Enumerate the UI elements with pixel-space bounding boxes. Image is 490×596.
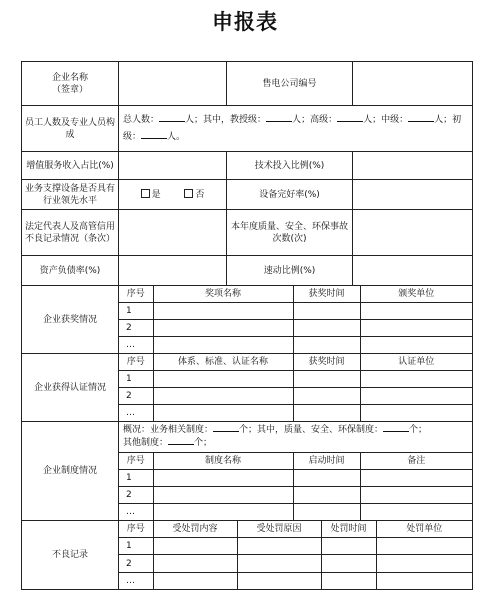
staff-structure-field[interactable]: 总人数： 人；其中，教授级： 人；高级： 人；中级： 人；初级： 人。 xyxy=(119,106,473,152)
no-checkbox[interactable]: 否 xyxy=(184,190,204,200)
quick-ratio-label: 速动比例(%) xyxy=(227,256,353,286)
certs-header-time: 获奖时间 xyxy=(293,354,360,371)
bad-records-label: 不良记录 xyxy=(22,521,119,590)
systems-header-time: 启动时间 xyxy=(293,453,360,470)
tech-investment-label: 技术投入比例(%) xyxy=(227,152,353,180)
awards-header-time: 获奖时间 xyxy=(293,286,360,303)
value-added-ratio-field[interactable] xyxy=(119,152,227,180)
awards-header-issuer: 颁奖单位 xyxy=(360,286,472,303)
table-row: 1 xyxy=(119,371,472,388)
awards-table xyxy=(119,286,472,353)
table-row: … xyxy=(119,572,472,589)
table-row: 1 xyxy=(119,303,472,320)
awards-label: 企业获奖情况 xyxy=(22,286,119,354)
certs-label: 企业获得认证情况 xyxy=(22,354,119,422)
equipment-leading-label: 业务支撑设备是否具有行业领先水平 xyxy=(22,180,119,210)
accident-count-field[interactable] xyxy=(353,210,473,256)
systems-header-no: 序号 xyxy=(119,453,153,470)
sales-company-no-field[interactable] xyxy=(353,62,473,106)
table-row: 2 xyxy=(119,487,472,504)
table-row: 1 xyxy=(119,470,472,487)
table-row: 2 xyxy=(119,555,472,572)
debt-ratio-field[interactable] xyxy=(119,256,227,286)
quick-ratio-field[interactable] xyxy=(353,256,473,286)
certs-header-issuer: 认证单位 xyxy=(360,354,472,371)
bad-header-no: 序号 xyxy=(119,521,153,538)
checkbox-icon xyxy=(141,189,150,198)
certs-header-no: 序号 xyxy=(119,354,153,371)
yes-checkbox[interactable]: 是 xyxy=(141,190,161,200)
company-name-label: 企业名称 （签章） xyxy=(22,62,119,106)
company-name-field[interactable] xyxy=(119,62,227,106)
equipment-intact-label: 设备完好率(%) xyxy=(227,180,353,210)
accident-count-label: 本年度质量、安全、环保事故次数(次) xyxy=(227,210,353,256)
bad-header-time: 处罚时间 xyxy=(321,521,376,538)
systems-label: 企业制度情况 xyxy=(22,422,119,521)
bad-header-unit: 处罚单位 xyxy=(376,521,472,538)
application-form xyxy=(21,61,473,590)
bad-header-content: 受处罚内容 xyxy=(153,521,237,538)
table-row: 1 xyxy=(119,538,472,555)
debt-ratio-label: 资产负债率(%) xyxy=(22,256,119,286)
page-title: 申报表 xyxy=(212,10,278,34)
tech-investment-field[interactable] xyxy=(353,152,473,180)
awards-header-no: 序号 xyxy=(119,286,153,303)
systems-header-remark: 备注 xyxy=(360,453,472,470)
equipment-leading-options xyxy=(119,180,227,210)
systems-table xyxy=(119,453,472,520)
table-row: … xyxy=(119,504,472,521)
certs-header-name: 体系、标准、认证名称 xyxy=(153,354,293,371)
certs-table xyxy=(119,354,472,421)
sales-company-no-label: 售电公司编号 xyxy=(227,62,353,106)
table-row: 2 xyxy=(119,320,472,337)
bad-header-reason: 受处罚原因 xyxy=(237,521,321,538)
credit-record-label: 法定代表人及高管信用不良记录情况（条次） xyxy=(22,210,119,256)
table-row: … xyxy=(119,337,472,354)
table-row: … xyxy=(119,405,472,422)
checkbox-icon xyxy=(184,189,193,198)
systems-header-name: 制度名称 xyxy=(153,453,293,470)
equipment-intact-field[interactable] xyxy=(353,180,473,210)
credit-record-field[interactable] xyxy=(119,210,227,256)
staff-structure-label: 员工人数及专业人员构成 xyxy=(22,106,119,152)
awards-header-name: 奖项名称 xyxy=(153,286,293,303)
value-added-ratio-label: 增值服务收入占比(%) xyxy=(22,152,119,180)
table-row: 2 xyxy=(119,388,472,405)
bad-records-table xyxy=(119,521,472,589)
systems-summary[interactable]: 概况：业务相关制度： 个；其中，质量、安全、环保制度： 个； 其他制度： 个； xyxy=(119,422,472,453)
